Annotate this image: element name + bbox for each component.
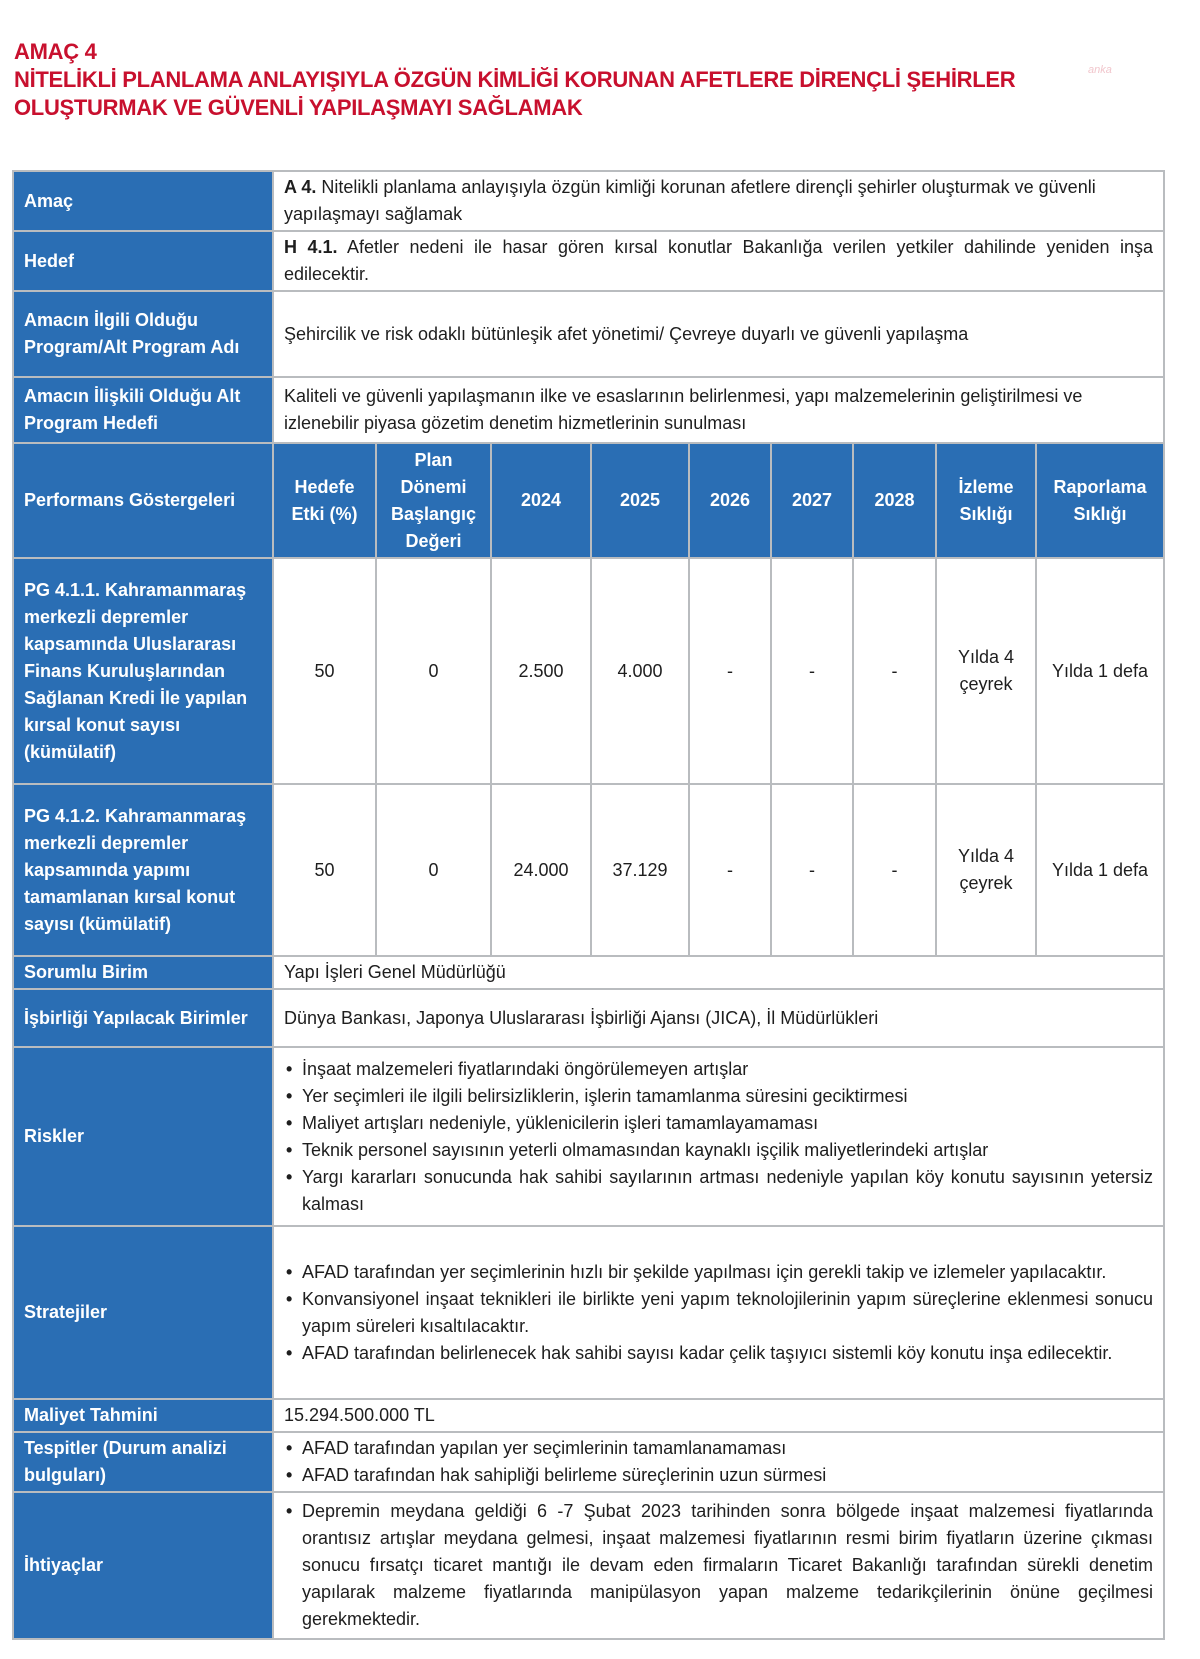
value-sorumlu-birim: Yapı İşleri Genel Müdürlüğü bbox=[273, 956, 1164, 989]
row-ihtiyaclar bbox=[13, 1492, 1164, 1639]
label-hedef: Hedef bbox=[13, 231, 273, 291]
indicator-impact: 50 bbox=[273, 784, 376, 956]
indicator-impact: 50 bbox=[273, 558, 376, 784]
findings-list bbox=[284, 1435, 1153, 1489]
row-program bbox=[13, 291, 1164, 377]
row-riskler bbox=[13, 1047, 1164, 1226]
label-program: Amacın İlgili Olduğu Program/Alt Program Adı bbox=[13, 291, 273, 377]
goal-table bbox=[12, 170, 1165, 1640]
value-maliyet: 15.294.500.000 TL bbox=[273, 1399, 1164, 1432]
col-header-2025: 2025 bbox=[591, 443, 689, 558]
bullet-icon: • bbox=[286, 1465, 293, 1485]
indicator-2025: 37.129 bbox=[591, 784, 689, 956]
col-header-2028: 2028 bbox=[853, 443, 936, 558]
label-tespitler: Tespitler (Durum analizi bulguları) bbox=[13, 1432, 273, 1492]
label-ihtiyaclar: İhtiyaçlar bbox=[13, 1492, 273, 1639]
row-alt-program-hedefi bbox=[13, 377, 1164, 443]
needs-list bbox=[284, 1498, 1153, 1633]
list-item: • Maliyet artışları nedeniyle, yüklenicilerin işleri tamamlayamaması bbox=[284, 1110, 1153, 1137]
value-amac bbox=[273, 171, 1164, 231]
indicator-2027: - bbox=[771, 784, 853, 956]
col-header-reporting: Raporlama Sıklığı bbox=[1036, 443, 1164, 558]
risk-list bbox=[284, 1056, 1153, 1218]
indicator-2028: - bbox=[853, 558, 936, 784]
value-hedef bbox=[273, 231, 1164, 291]
label-amac: Amaç bbox=[13, 171, 273, 231]
indicator-name: PG 4.1.1. Kahramanmaraş merkezli depremler kapsamında Uluslararası Finans Kuruluşlarından Sağlanan Kredi İle yapılan kırsal konut sayısı (kümülatif) bbox=[13, 558, 273, 784]
row-hedef bbox=[13, 231, 1164, 291]
bullet-icon: • bbox=[286, 1112, 293, 1133]
col-header-impact: Hedefe Etki (%) bbox=[273, 443, 376, 558]
col-header-baseline: Plan Dönemi Başlangıç Değeri bbox=[376, 443, 491, 558]
bullet-icon: • bbox=[286, 1342, 293, 1363]
label-isbirligi: İşbirliği Yapılacak Birimler bbox=[13, 989, 273, 1047]
amac-code: A 4. bbox=[284, 177, 317, 197]
list-item: • Yargı kararları sonucunda hak sahibi sayılarının artması nedeniyle yapılan köy konutu sayısının yetersiz kalması bbox=[284, 1164, 1153, 1218]
strategy-list bbox=[284, 1259, 1153, 1367]
list-item: • İnşaat malzemeleri fiyatlarındaki öngörülemeyen artışlar bbox=[284, 1056, 1153, 1083]
indicator-2026: - bbox=[689, 558, 771, 784]
col-header-2024: 2024 bbox=[491, 443, 591, 558]
bullet-icon: • bbox=[286, 1288, 293, 1309]
bullet-icon: • bbox=[286, 1139, 293, 1160]
value-riskler bbox=[273, 1047, 1164, 1226]
value-stratejiler bbox=[273, 1226, 1164, 1399]
bullet-icon: • bbox=[286, 1438, 293, 1458]
row-sorumlu-birim bbox=[13, 956, 1164, 989]
indicator-2025: 4.000 bbox=[591, 558, 689, 784]
label-stratejiler: Stratejiler bbox=[13, 1226, 273, 1399]
indicator-row bbox=[13, 784, 1164, 956]
label-riskler: Riskler bbox=[13, 1047, 273, 1226]
row-maliyet bbox=[13, 1399, 1164, 1432]
value-alt-program-hedefi: Kaliteli ve güvenli yapılaşmanın ilke ve esaslarının belirlenmesi, yapı malzemelerinin geliştirilmesi ve izlenebilir piyasa gözetim denetim hizmetlerinin sunulması bbox=[273, 377, 1164, 443]
indicator-reporting: Yılda 1 defa bbox=[1036, 558, 1164, 784]
row-stratejiler bbox=[13, 1226, 1164, 1399]
goal-number: AMAÇ 4 bbox=[14, 39, 97, 64]
indicator-reporting: Yılda 1 defa bbox=[1036, 784, 1164, 956]
indicator-name: PG 4.1.2. Kahramanmaraş merkezli depremler kapsamında yapımı tamamlanan kırsal konut sayısı (kümülatif) bbox=[13, 784, 273, 956]
indicator-monitoring: Yılda 4 çeyrek bbox=[936, 784, 1036, 956]
col-header-indicator: Performans Göstergeleri bbox=[13, 443, 273, 558]
indicator-baseline: 0 bbox=[376, 558, 491, 784]
indicator-2024: 2.500 bbox=[491, 558, 591, 784]
bullet-icon: • bbox=[286, 1085, 293, 1106]
indicator-2027: - bbox=[771, 558, 853, 784]
bullet-icon: • bbox=[286, 1501, 293, 1521]
document-title bbox=[14, 38, 1174, 122]
hedef-code: H 4.1. bbox=[284, 237, 338, 257]
col-header-2027: 2027 bbox=[771, 443, 853, 558]
list-item: • AFAD tarafından yapılan yer seçimlerinin tamamlanamaması bbox=[284, 1435, 1153, 1462]
label-alt-program-hedefi: Amacın İlişkili Olduğu Alt Program Hedefi bbox=[13, 377, 273, 443]
label-maliyet: Maliyet Tahmini bbox=[13, 1399, 273, 1432]
bullet-icon: • bbox=[286, 1261, 293, 1282]
row-tespitler bbox=[13, 1432, 1164, 1492]
indicator-monitoring: Yılda 4 çeyrek bbox=[936, 558, 1036, 784]
bullet-icon: • bbox=[286, 1058, 293, 1079]
goal-title-line-1: NİTELİKLİ PLANLAMA ANLAYIŞIYLA ÖZGÜN KİMLİĞİ KORUNAN AFETLERE DİRENÇLİ ŞEHİRLER bbox=[14, 67, 1016, 92]
indicator-2024: 24.000 bbox=[491, 784, 591, 956]
value-tespitler bbox=[273, 1432, 1164, 1492]
row-isbirligi bbox=[13, 989, 1164, 1047]
hedef-text: Afetler nedeni ile hasar gören kırsal konutlar Bakanlığa verilen yetkiler dahilinde yeniden inşa edilecektir. bbox=[284, 237, 1154, 284]
indicator-2028: - bbox=[853, 784, 936, 956]
row-amac bbox=[13, 171, 1164, 231]
list-item: • AFAD tarafından yer seçimlerinin hızlı bir şekilde yapılması için gerekli takip ve izlemeler yapılacaktır. bbox=[284, 1259, 1153, 1286]
goal-title-line-2: OLUŞTURMAK VE GÜVENLİ YAPILAŞMAYI SAĞLAMAK bbox=[14, 95, 583, 120]
col-header-2026: 2026 bbox=[689, 443, 771, 558]
label-sorumlu-birim: Sorumlu Birim bbox=[13, 956, 273, 989]
watermark: anka bbox=[1088, 64, 1112, 76]
bullet-icon: • bbox=[286, 1166, 293, 1187]
value-program: Şehircilik ve risk odaklı bütünleşik afet yönetimi/ Çevreye duyarlı ve güvenli yapılaşma bbox=[273, 291, 1164, 377]
list-item: • Depremin meydana geldiği 6 -7 Şubat 2023 tarihinden sonra bölgede inşaat malzemesi fiyatlarında orantısız artışlar meydana gelmesi, inşaat malzemesi fiyatlarının resmi birim fiyatların üzerine çıkması sonucu fırsatçı ticaret mantığı ile devam eden firmaların Ticaret Bakanlığı tarafından sürekli denetim yapılarak malzeme fiyatlarında manipülasyon yapan malzeme tedarikçilerinin önüne geçilmesi gerekmektedir. bbox=[284, 1498, 1153, 1633]
amac-text: Nitelikli planlama anlayışıyla özgün kimliği korunan afetlere dirençli şehirler oluşturmak ve güvenli yapılaşmayı sağlamak bbox=[284, 177, 1096, 224]
list-item: • Konvansiyonel inşaat teknikleri ile birlikte yeni yapım teknolojilerinin yapım süreçlerine eklenmesi sonucu yapım süreleri kısaltılacaktır. bbox=[284, 1286, 1153, 1340]
list-item: • AFAD tarafından belirlenecek hak sahibi sayısı kadar çelik taşıyıcı sistemli köy konutu inşa edilecektir. bbox=[284, 1340, 1153, 1367]
indicator-row bbox=[13, 558, 1164, 784]
list-item: • Yer seçimleri ile ilgili belirsizliklerin, işlerin tamamlanma süresini geciktirmesi bbox=[284, 1083, 1153, 1110]
value-ihtiyaclar bbox=[273, 1492, 1164, 1639]
list-item: • AFAD tarafından hak sahipliği belirleme süreçlerinin uzun sürmesi bbox=[284, 1462, 1153, 1489]
value-isbirligi: Dünya Bankası, Japonya Uluslararası İşbirliği Ajansı (JICA), İl Müdürlükleri bbox=[273, 989, 1164, 1047]
col-header-monitoring: İzleme Sıklığı bbox=[936, 443, 1036, 558]
indicator-baseline: 0 bbox=[376, 784, 491, 956]
list-item: • Teknik personel sayısının yeterli olmamasından kaynaklı işçilik maliyetlerindeki artışlar bbox=[284, 1137, 1153, 1164]
performance-header-row bbox=[13, 443, 1164, 558]
indicator-2026: - bbox=[689, 784, 771, 956]
